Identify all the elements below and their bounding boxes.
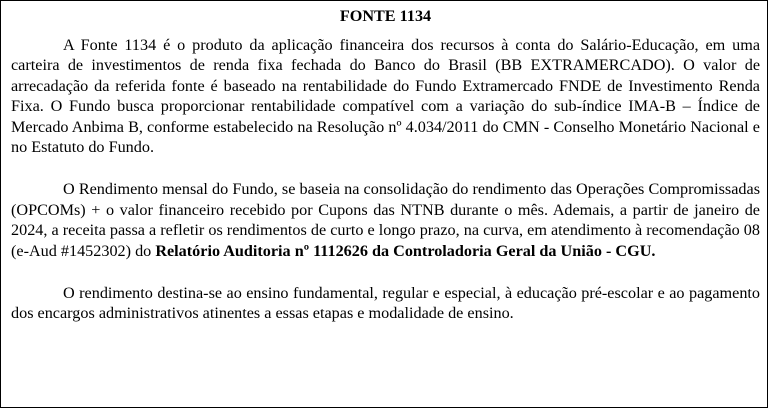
cgu-report-reference: Relatório Auditoria nº 1112626 da Controladoria Geral da União - CGU: [155, 241, 652, 260]
paragraph-spacer: [11, 157, 760, 179]
paragraph-rendimento: [11, 179, 760, 261]
paragraph-rendimento-end: .: [651, 241, 656, 260]
paragraph-spacer: [11, 261, 760, 283]
paragraph-fonte-description: A Fonte 1134 é o produto da aplicação financeira dos recursos à conta do Salário-Educação, em uma carteira de investimentos de renda fixa fechada do Banco do Brasil (BB EXTRAMERCADO). O valor de arrecadação da referida fonte é baseado na rentabilidade do Fundo Extramercado FNDE de Investimento Renda Fixa. O Fundo busca proporcionar rentabilidade compatível com a variação do sub-índice IMA-B – Índice de Mercado Anbima B, conforme estabelecido na Resolução nº 4.034/2011 do CMN - Conselho Monetário Nacional e no Estatuto do Fundo.: [11, 36, 760, 157]
paragraph-rendimento-text: O Rendimento mensal do Fundo, se baseia na consolidação do rendimento das Operações Compromissadas (OPCOMs) + o valor financeiro recebido por Cupons das NTNB durante o mês. Ademais, a partir de janeiro de 2024, a receita passa a refletir os rendimentos de curto e longo prazo, na curva, em atendimento à recomendação 08 (e-Aud #1452302) do: [11, 180, 760, 260]
document-body: [11, 5, 760, 324]
document-title: FONTE 1134: [339, 7, 432, 25]
paragraph-destinacao: O rendimento destina-se ao ensino fundamental, regular e especial, à educação pré-escolar e ao pagamento dos encargos administrativos atinentes a essas etapas e modalidade de ensino.: [11, 284, 760, 323]
